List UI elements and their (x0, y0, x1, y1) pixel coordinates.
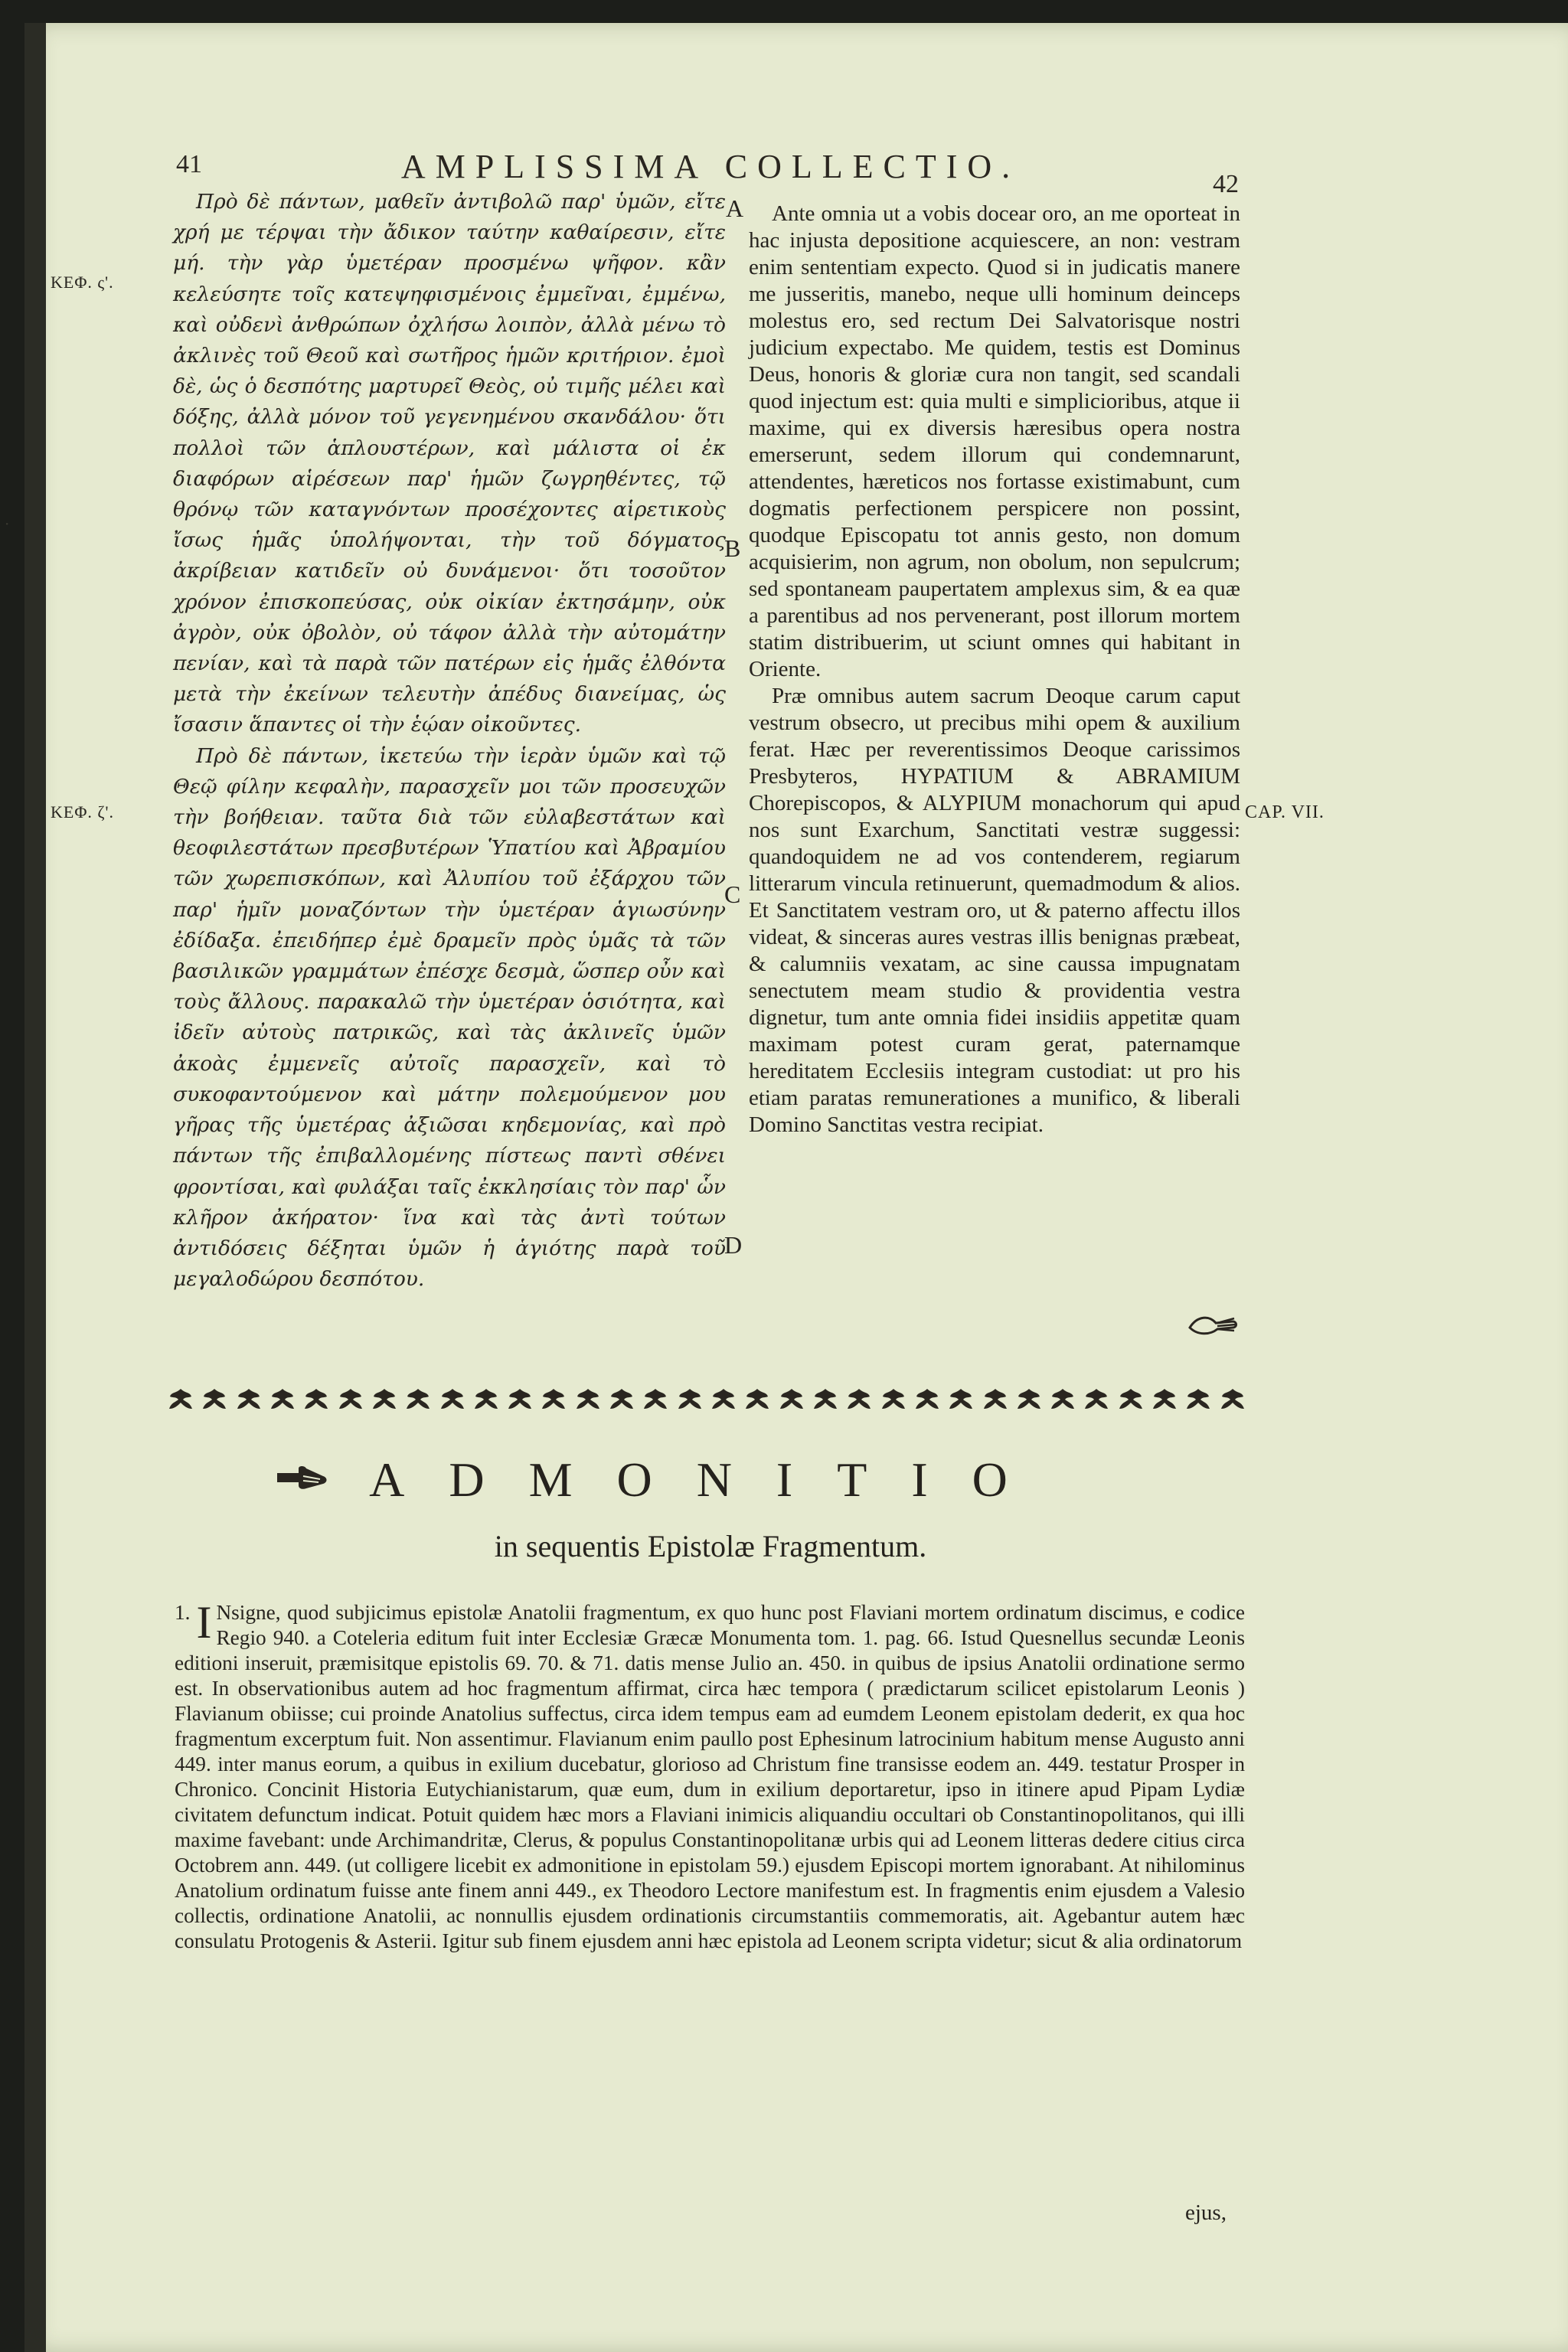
greek-text-column (173, 187, 726, 1295)
admonitio-title: ADMONITIO (369, 1452, 1052, 1507)
right-page-number: 42 (1213, 170, 1239, 198)
section-marker-b: B (724, 534, 741, 562)
greek-paragraph: Πρὸ δὲ πάντων, ἱκετεύω τὴν ἱερὰν ὑμῶν καὶ τῷ Θεῷ φίλην κεφαλὴν, παρασχεῖν μοι τῶν προσευχῶν τὴν βοήθειαν. ταῦτα διὰ τῶν εὐλαβεστάτων καὶ θεοφιλεστάτων πρεσβυτέρων Ὑπατίου καὶ Ἀβραμίου τῶν χωρεπισκόπων, καὶ Ἀλυπίου τοῦ ἐξάρχου τῶν παρ' ἡμῖν μοναζόντων τὴν ὑμετέραν ἁγιωσύνην ἐδίδαξα. ἐπειδήπερ ἐμὲ δραμεῖν πρὸς ὑμᾶς τὰ τῶν βασιλικῶν γραμμάτων ἐπέσχε δεσμὰ, ὥσπερ οὖν καὶ τοὺς ἄλλους. παρακαλῶ τὴν ὑμετέραν ὁσιότητα, καὶ ἰδεῖν αὐτοὺς πατρικῶς, καὶ τὰς ἀκλινεῖς ὑμῶν ἀκοὰς ἐμμενεῖς αὐτοῖς παρασχεῖν, καὶ τὸ συκοφαντούμενον καὶ μάτην πολεμούμενον μου γῆρας τῆς ὑμετέρας ἀξιῶσαι κηδεμονίας, καὶ πρὸ πάντων τῆς ἐπιβαλλομένης πίστεως παντὶ σθένει φροντίσαι, καὶ φυλάξαι ταῖς ἐκκλησίαις τὸν παρ' ὧν κλῆρον ἀκήρατον· ἵνα καὶ τὰς ἀντὶ τούτων ἀντιδόσεις δέξηται ὑμῶν ἡ ἁγιότης παρὰ τοῦ μεγαλοδώρου δεσπότου. (173, 743, 726, 1292)
fleuron-icon (538, 1386, 569, 1413)
fleuron-icon (267, 1386, 298, 1413)
fleuron-icon (471, 1386, 501, 1413)
fleuron-icon (776, 1386, 807, 1413)
fleuron-icon (301, 1386, 332, 1413)
fleuron-icon (606, 1386, 637, 1413)
section-marker-c: C (724, 880, 741, 908)
drop-cap: I (196, 1597, 212, 1648)
section-number: 1. (175, 1601, 191, 1624)
fleuron-icon (878, 1386, 909, 1413)
fleuron-icon (912, 1386, 942, 1413)
fleuron-icon (980, 1386, 1011, 1413)
fleuron-icon (810, 1386, 841, 1413)
running-title: AMPLISSIMA COLLECTIO. (400, 148, 1021, 185)
fleuron-icon (1047, 1386, 1078, 1413)
fleuron-icon (573, 1386, 603, 1413)
latin-paragraph: Ante omnia ut a vobis docear oro, an me oporteat in hac injusta depositione acquiescere, an non: vestram enim sententiam expecto. Quod si in judicatis manere me jusseritis, manebo, neque ulli hominum deinceps molestus ero, sed rectum Dei Salvatorisque nostri judicium expectabo. Me quidem, testis est Dominus Deus, honoris & gloriæ cura non tangit, sed scandali quod injectum est: quia multi e simplicioribus, atque ii maxime, qui ex diversis hæresibus opera nostra emerserunt, sedem illorum qui condemnarunt, attendentes, hæreticos nos fortasse existimabunt, cum dogmatis perfectionem perspicere non possint, quodque Episcopatu tot annis gesto, non domum acquisierim, non agrum, non obolum, non sepulcrum; sed spontaneam paupertatem amplexus sim, & ea quæ a parentibus ad nos pervenerant, post illorum mortem statim distribuerim, ut sciunt omnes qui habitant in Oriente. (749, 201, 1240, 681)
fleuron-icon (165, 1386, 196, 1413)
left-page-number: 41 (176, 150, 202, 178)
fleuron-icon (1081, 1386, 1112, 1413)
fleuron-icon (946, 1386, 976, 1413)
hand-finial-icon (1187, 1308, 1240, 1338)
margin-note-kef-7: ΚΕΦ. ζ'. (51, 802, 114, 822)
admonitio-body (175, 1597, 1245, 1954)
greek-paragraph: Πρὸ δὲ πάντων, μαθεῖν ἀντιβολῶ παρ' ὑμῶν, εἴτε χρή με τέρψαι τὴν ἄδικον ταύτην καθαίρεσιν, εἴτε μή. τὴν γὰρ ὑμετέραν προσμένω ψῆφον. κἂν κελεύσητε τοῖς κατεψηφισμένοις ἐμμεῖναι, ἐμμένω, καὶ οὐδενὶ ἀνθρώπων ὀχλήσω λοιπὸν, ἀλλὰ μένω τὸ ἀκλινὲς τοῦ Θεοῦ καὶ σωτῆρος ἡμῶν κριτήριον. ἐμοὶ δὲ, ὡς ὁ δεσπότης μαρτυρεῖ Θεὸς, οὐ τιμῆς μέλει καὶ δόξης, ἀλλὰ μόνον τοῦ γεγενημένου σκανδάλου· ὅτι πολλοὶ τῶν ἁπλουστέρων, καὶ μάλιστα οἱ ἐκ διαφόρων αἱρέσεων παρ' ἡμῶν ζωγρηθέντες, τῷ θρόνῳ τῶν καταγνόντων προσέχοντες αἱρετικοὺς ἴσως ἡμᾶς ὑπολήψονται, τὴν τοῦ δόγματος ἀκρίβειαν κατιδεῖν οὐ δυνάμενοι· ὅτι τοσοῦτον χρόνον ἐπισκοπεύσας, οὐκ οἰκίαν ἐκτησάμην, οὐκ ἀγρὸν, οὐκ ὀβολὸν, οὐ τάφον ἀλλὰ τὴν αὐτομάτην πενίαν, καὶ τὰ παρὰ τῶν πατέρων εἰς ἡμᾶς ἐλθόντα μετὰ τὴν ἐκείνων τελευτὴν ἀπέδυς διανείμας, ὡς ἴσασιν ἅπαντες οἱ τὴν ἑῴαν οἰκοῦντες. (173, 190, 726, 737)
fleuron-icon (844, 1386, 874, 1413)
catchword: ejus, (1185, 2200, 1227, 2225)
fleuron-icon (335, 1386, 366, 1413)
fleuron-icon (1183, 1386, 1214, 1413)
fleuron-icon (675, 1386, 705, 1413)
ornamental-divider (165, 1383, 1248, 1416)
book-gutter (24, 23, 46, 2352)
section-marker-d: D (724, 1231, 743, 1259)
latin-text-column (749, 201, 1240, 1138)
fleuron-icon (640, 1386, 671, 1413)
fleuron-icon (708, 1386, 739, 1413)
fleuron-icon (199, 1386, 230, 1413)
section-marker-a: A (726, 194, 744, 222)
fleuron-icon (369, 1386, 400, 1413)
admonitio-subtitle: in sequentis Epistolæ Fragmentum. (494, 1529, 927, 1563)
admonitio-paragraph: Nsigne, quod subjicimus epistolæ Anatolii fragmentum, ex quo hunc post Flaviani mortem ordinatum discimus, e codice Regio 940. a Coteleria editum fuit inter Ecclesiæ Græcæ Monumenta tom. 1. pag. 66. Istud Quesnellus secundæ Leonis editioni inseruit, præmisitque epistolis 69. 70. & 71. datis mense Julio an. 450. in quibus de ipsius Anatolii ordinatione sermo est. In observationibus autem ad hoc fragmentum affirmat, circa hæc tempora ( prædictarum scilicet epistolarum Leonis ) Flavianum obiisse; cui proinde Anatolius suffectus, circa idem tempus eam ad eumdem Leonem epistolam dederit, ex qua hoc fragmentum excerptum fuit. Non assentimur. Flavianum enim paullo post Ephesinum latrocinium habitum mense Augusto anni 449. inter manus eorum, a quibus in exilium ducebatur, glorioso ad Christum fine transisse eodem an. 449. testatur Prosper in Chronico. Concinit Historia Eutychianistarum, quæ eum, dum in exilium deportaretur, ipso in itinere apud Pipam Lydiæ civitatem defunctum indicat. Potuit quidem hæc mors a Flaviani inimicis aliquandiu occultari ob Constantinopolitanos, qui illi maxime favebant: unde Archimandritæ, Clerus, & populus Constantinopolitanæ urbis qui ad Leonem litteras dedere citius circa Octobrem ann. 449. (ut colligere licebit ex admonitione in epistolam 59.) ejusdem Episcopi mortem ignorabant. At nihilominus Anatolium ordinatum fuisse ante finem anni 449., ex Theodoro Lectore manifestum est. In fragmentis enim ejusdem a Valesio collectis, ordinatione Anatolii, ac nonnullis ejusdem ordinationis circumstantiis commemoratis, ait. Agebantur autem hæc consulatu Protogenis & Asterii. Igitur sub finem ejusdem anni hæc epistola ad Leonem scripta videtur; sicut & alia ordinatorum (175, 1601, 1245, 1952)
edge-mark: · (5, 514, 10, 533)
fleuron-icon (437, 1386, 468, 1413)
fleuron-icon (1014, 1386, 1044, 1413)
fleuron-icon (1217, 1386, 1248, 1413)
fleuron-icon (1149, 1386, 1180, 1413)
margin-note-kef-5: ΚΕΦ. ς'. (51, 273, 114, 292)
latin-paragraph: Præ omnibus autem sacrum Deoque carum caput vestrum obsecro, ut precibus mihi opem & auxilium ferat. Hæc per reverentissimos Deoque carissimos Presbyteros, HYPATIUM & ABRAMIUM Chorepiscopos, & ALYPIUM monachorum qui apud nos sunt Exarchum, Sanctitati vestræ suggessi: quandoquidem ne ad vos contenderem, regiarum litterarum vincula retinuerunt, quemadmodum & alios. Et Sanctitatem vestram oro, ut & paterno affectu illos videat, & sinceras aures vestras illis benignas præbeat, & calumniis vexatam, ac sine caussa impugnatam senectutem meam studio & providentia vestra dignetur, tum ante omnia fidei insidiis appetitæ quam maximam potest curam gerat, paternamque hereditatem Ecclesiis integram custodiat: ut pro his etiam paratas remunerationes a munifico, & liberali Domino Sanctitas vestra recipiat. (749, 684, 1240, 1137)
fleuron-icon (742, 1386, 773, 1413)
margin-note-cap-7: CAP. VII. (1245, 802, 1325, 822)
fleuron-icon (403, 1386, 433, 1413)
fleuron-icon (1116, 1386, 1146, 1413)
fleuron-icon (505, 1386, 535, 1413)
fleuron-icon (234, 1386, 264, 1413)
